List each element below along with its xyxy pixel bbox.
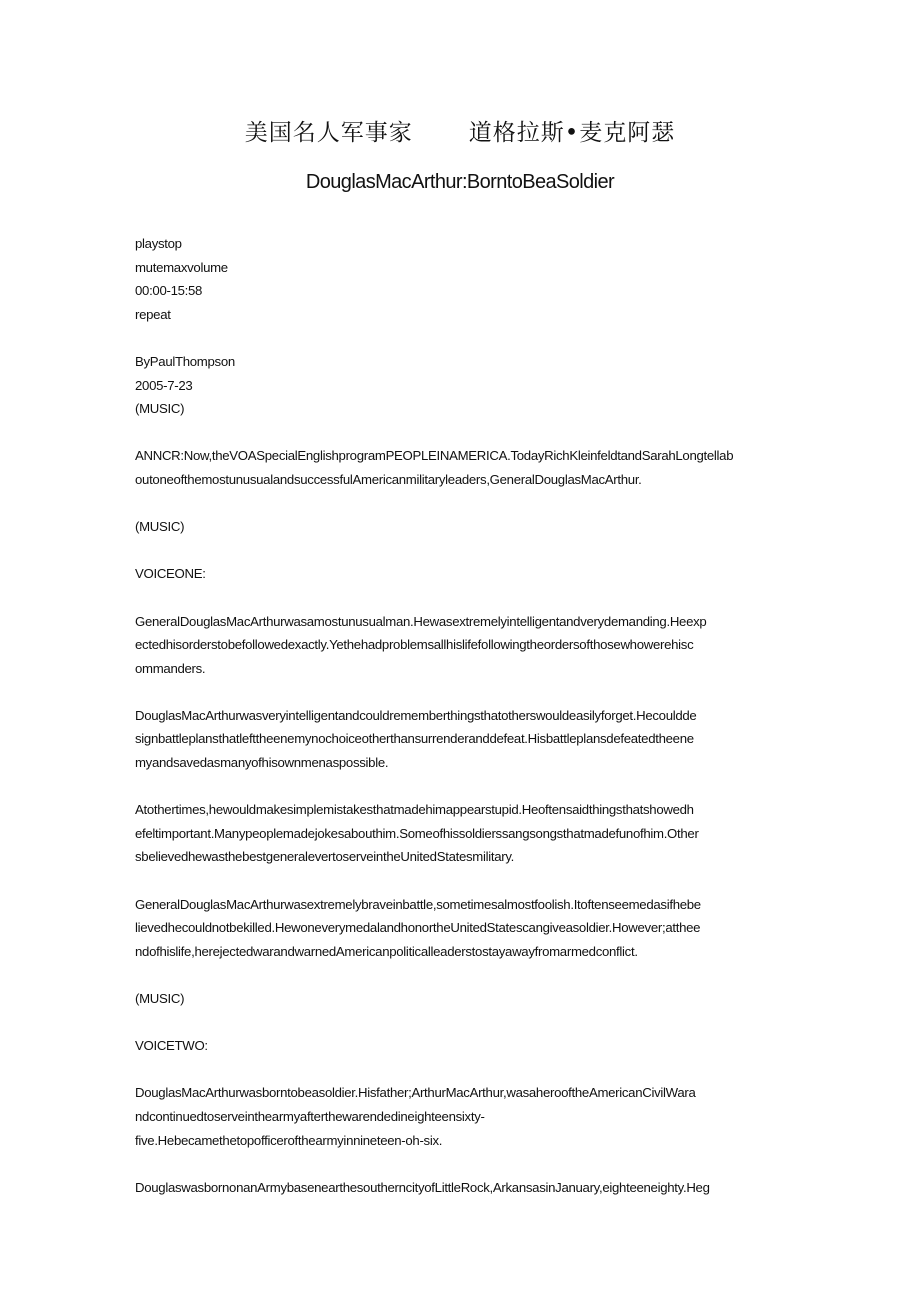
text-line: sbelievedhewasthebestgeneralevertoserveintheUnitedStatesmilitary.: [135, 849, 515, 865]
text-line: mutemaxvolume: [135, 259, 228, 275]
blank-line: [135, 869, 787, 893]
chinese-title-part1: 美国名人军事家: [244, 120, 413, 146]
text-line: Atothertimes,hewouldmakesimplemistakesthatmadehimappearstupid.Heoftensaidthingsthatshowedh: [135, 802, 694, 818]
text-line: playstop: [135, 236, 182, 251]
blank-line: [135, 421, 787, 445]
text-line: ANNCR:Now,theVOASpecialEnglishprogramPEOPLEINAMERICA.TodayRichKleinfeldtandSarahLongtellab: [135, 448, 734, 464]
blank-line: [135, 539, 787, 563]
blank-line: [135, 963, 787, 987]
text-line: signbattleplansthatlefttheenemynochoiceotherthansurrenderanddefeat.Hisbattleplansdefeatedtheene: [135, 731, 694, 747]
blank-line: [135, 1011, 787, 1035]
chinese-title-part2: 道格拉斯•麦克阿瑟: [468, 120, 676, 146]
text-line: ndcontinuedtoserveinthearmyafterthewarendedineighteensixty-: [135, 1108, 485, 1124]
text-line: ectedhisorderstobefollowedexactly.Yethehadproblemsallhislifefollowingtheordersofthosewhowerehisc: [135, 637, 694, 653]
text-line: 00:00-15:58: [135, 283, 203, 299]
text-line: myandsavedasmanyofhisownmenaspossible.: [135, 755, 389, 771]
text-line: ommanders.: [135, 660, 206, 676]
english-title: DouglasMacArthur:BorntoBeaSoldier: [305, 171, 615, 193]
blank-line: [135, 586, 787, 610]
text-line: efeltimportant.Manypeoplemadejokesabouthim.Someofhissoldierssangsongsthatmadefunofhim.Other: [135, 825, 699, 841]
text-line: repeat: [135, 306, 171, 322]
blank-line: [135, 326, 787, 350]
blank-line: [135, 1058, 787, 1082]
blank-line: [135, 775, 787, 799]
text-line: ndofhislife,herejectedwarandwarnedAmericanpoliticalleaderstostayawayfromarmedconflict.: [135, 943, 638, 959]
text-line: (MUSIC): [135, 991, 185, 1006]
text-line: DouglasMacArthurwasveryintelligentandcouldrememberthingsthatotherswouldeasilyforget.Hecouldde: [135, 707, 697, 723]
blank-line: [135, 492, 787, 516]
text-line: lievedhecouldnotbekilled.HewoneverymedalandhonortheUnitedStatescangiveasoldier.However;atthee: [135, 920, 701, 936]
text-line: outoneofthemostunusualandsuccessfulAmericanmilitaryleaders,GeneralDouglasMacArthur.: [135, 471, 642, 487]
blank-line: [135, 680, 787, 704]
chinese-title: [0, 114, 920, 147]
text-line: ByPaulThompson: [135, 353, 235, 369]
text-line: 2005-7-23: [135, 377, 193, 393]
text-line: GeneralDouglasMacArthurwasextremelybraveinbattle,sometimesalmostfoolish.Itoftenseemedasifhebe: [135, 896, 701, 912]
text-line: VOICETWO:: [135, 1038, 208, 1054]
text-line: GeneralDouglasMacArthurwasamostunusualman.Hewasextremelyintelligentandverydemanding.Heexp: [135, 613, 707, 629]
text-line: DouglaswasbornonanArmybasenearthesoutherncityofLittleRock,ArkansasinJanuary,eighteeneighty.Heg: [135, 1179, 710, 1195]
blank-line: [135, 1152, 787, 1176]
text-line: five.Hebecamethetopofficerofthearmyinnineteen-oh-six.: [135, 1132, 443, 1148]
text-line: DouglasMacArthurwasborntobeasoldier.Hisfather;ArthurMacArthur,wasaherooftheAmericanCivilWara: [135, 1085, 696, 1101]
text-line: (MUSIC): [135, 519, 185, 535]
article-body: [135, 232, 787, 1199]
text-line: (MUSIC): [135, 401, 185, 417]
text-line: VOICEONE:: [135, 566, 206, 582]
